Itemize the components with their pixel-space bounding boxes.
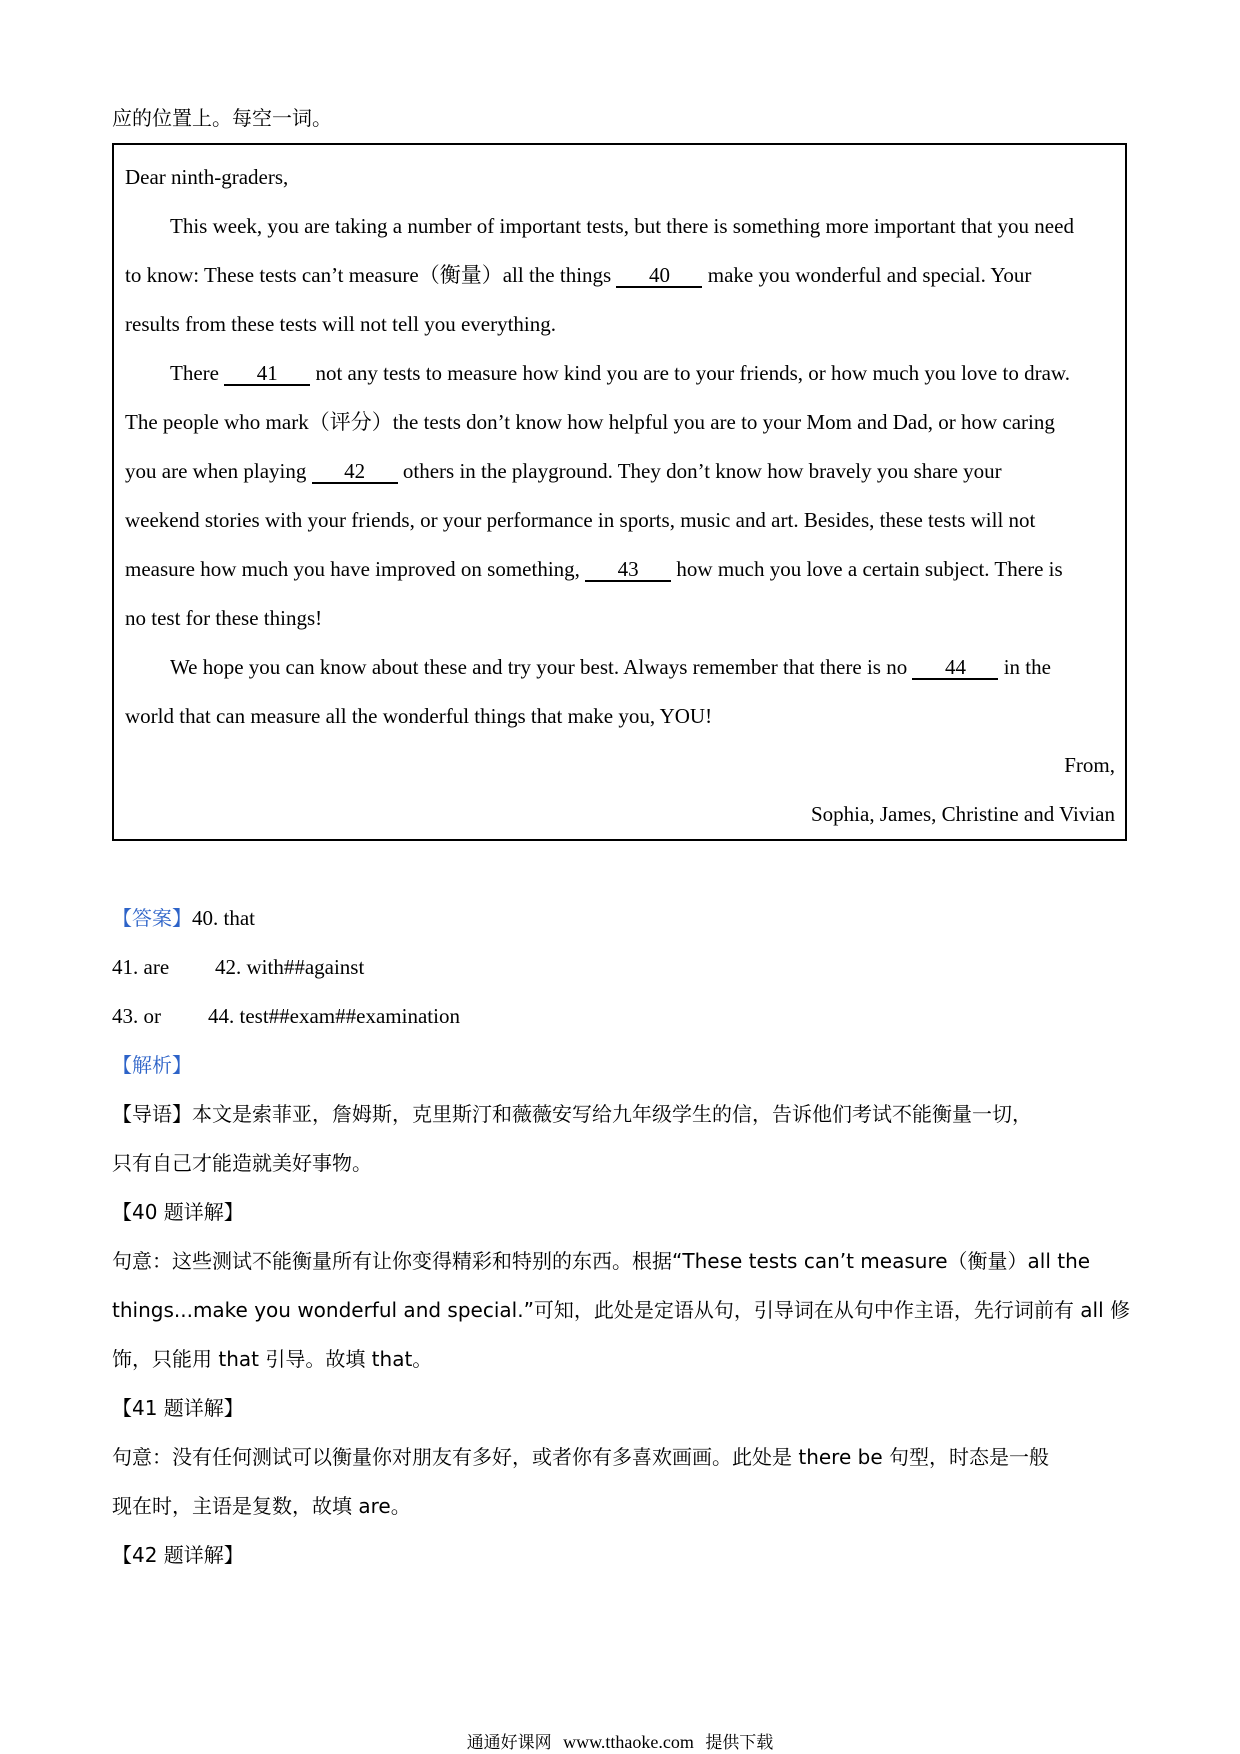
letter-text: to know: These tests can’t measure（衡量）all the things (125, 263, 617, 287)
letter-text: not any tests to measure how kind you are to your friends, or how much you love to draw. (310, 361, 1070, 385)
answer-43: 43. or (112, 1004, 161, 1028)
answer-44: 44. test##exam##examination (208, 1004, 460, 1028)
blank-42: 42 (312, 460, 398, 484)
letter-line (125, 261, 1031, 289)
letter-closing: From, (1064, 753, 1115, 777)
analysis-intro: 【导语】本文是索菲亚，詹姆斯，克里斯汀和薇薇安写给九年级学生的信，告诉他们考试不能衡量一切， (112, 1102, 1032, 1126)
letter-text: measure how much you have improved on something, (125, 557, 586, 581)
question-41-title: 【41 题详解】 (112, 1396, 244, 1420)
analysis-intro: 只有自己才能造就美好事物。 (112, 1151, 372, 1175)
letter-line (170, 359, 1070, 387)
letter-line (125, 457, 1002, 485)
letter-line: no test for these things! (125, 606, 323, 630)
footer-url[interactable]: www.tthaoke.com (563, 1732, 694, 1752)
letter-box (112, 143, 1127, 841)
blank-43: 43 (585, 558, 671, 582)
question-41-text: 现在时，主语是复数，故填 are。 (112, 1494, 411, 1518)
letter-line: The people who mark（评分）the tests don’t know how helpful you are to your Mom and Dad, or how caring (125, 410, 1055, 434)
blank-44: 44 (912, 656, 998, 680)
letter-line: world that can measure all the wonderful things that make you, YOU! (125, 704, 713, 728)
answer-40: 40. that (192, 906, 255, 930)
footer-site-name: 通通好课网 (466, 1733, 552, 1753)
blank-40: 40 (616, 264, 702, 288)
letter-line: results from these tests will not tell you everything. (125, 312, 557, 336)
letter-text: There (170, 361, 225, 385)
letter-text: We hope you can know about these and try your best. Always remember that there is no (170, 655, 913, 679)
question-40-text: things...make you wonderful and special.”可知，此处是定语从句，引导词在从句中作主语，先行词前有 all 修 (112, 1298, 1131, 1322)
question-42-title: 【42 题详解】 (112, 1543, 244, 1567)
question-40-text: 句意：这些测试不能衡量所有让你变得精彩和特别的东西。根据“These tests can’t measure（衡量）all the (112, 1249, 1091, 1273)
question-40-text: 饰，只能用 that 引导。故填 that。 (112, 1347, 433, 1371)
letter-text: make you wonderful and special. Your (702, 263, 1032, 287)
letter-text: you are when playing (125, 459, 312, 483)
question-41-text: 句意：没有任何测试可以衡量你对朋友有多好，或者你有多喜欢画画。此处是 there be 句型，时态是一般 (112, 1445, 1049, 1469)
footer-note: 提供下载 (705, 1733, 774, 1753)
letter-line: weekend stories with your friends, or your performance in sports, music and art. Besides, these tests will not (125, 508, 1036, 532)
answer-42: 42. with##against (215, 955, 365, 979)
answer-label: 【答案】 (112, 906, 192, 930)
letter-greeting: Dear ninth-graders, (125, 165, 289, 189)
letter-text: others in the playground. They don’t know how bravely you share your (397, 459, 1002, 483)
question-40-title: 【40 题详解】 (112, 1200, 244, 1224)
letter-line: This week, you are taking a number of important tests, but there is something more important that you need (170, 214, 1074, 238)
letter-line (125, 555, 1063, 583)
answer-41: 41. are (112, 955, 170, 979)
blank-41: 41 (224, 362, 310, 386)
letter-signature: Sophia, James, Christine and Vivian (811, 802, 1115, 826)
header-line: 应的位置上。每空一词。 (112, 106, 332, 130)
page-footer (0, 1728, 1240, 1753)
letter-text: how much you love a certain subject. There is (671, 557, 1063, 581)
answer-line (112, 904, 255, 932)
analysis-label: 【解析】 (112, 1053, 192, 1077)
letter-line (170, 653, 1051, 681)
letter-text: in the (998, 655, 1051, 679)
